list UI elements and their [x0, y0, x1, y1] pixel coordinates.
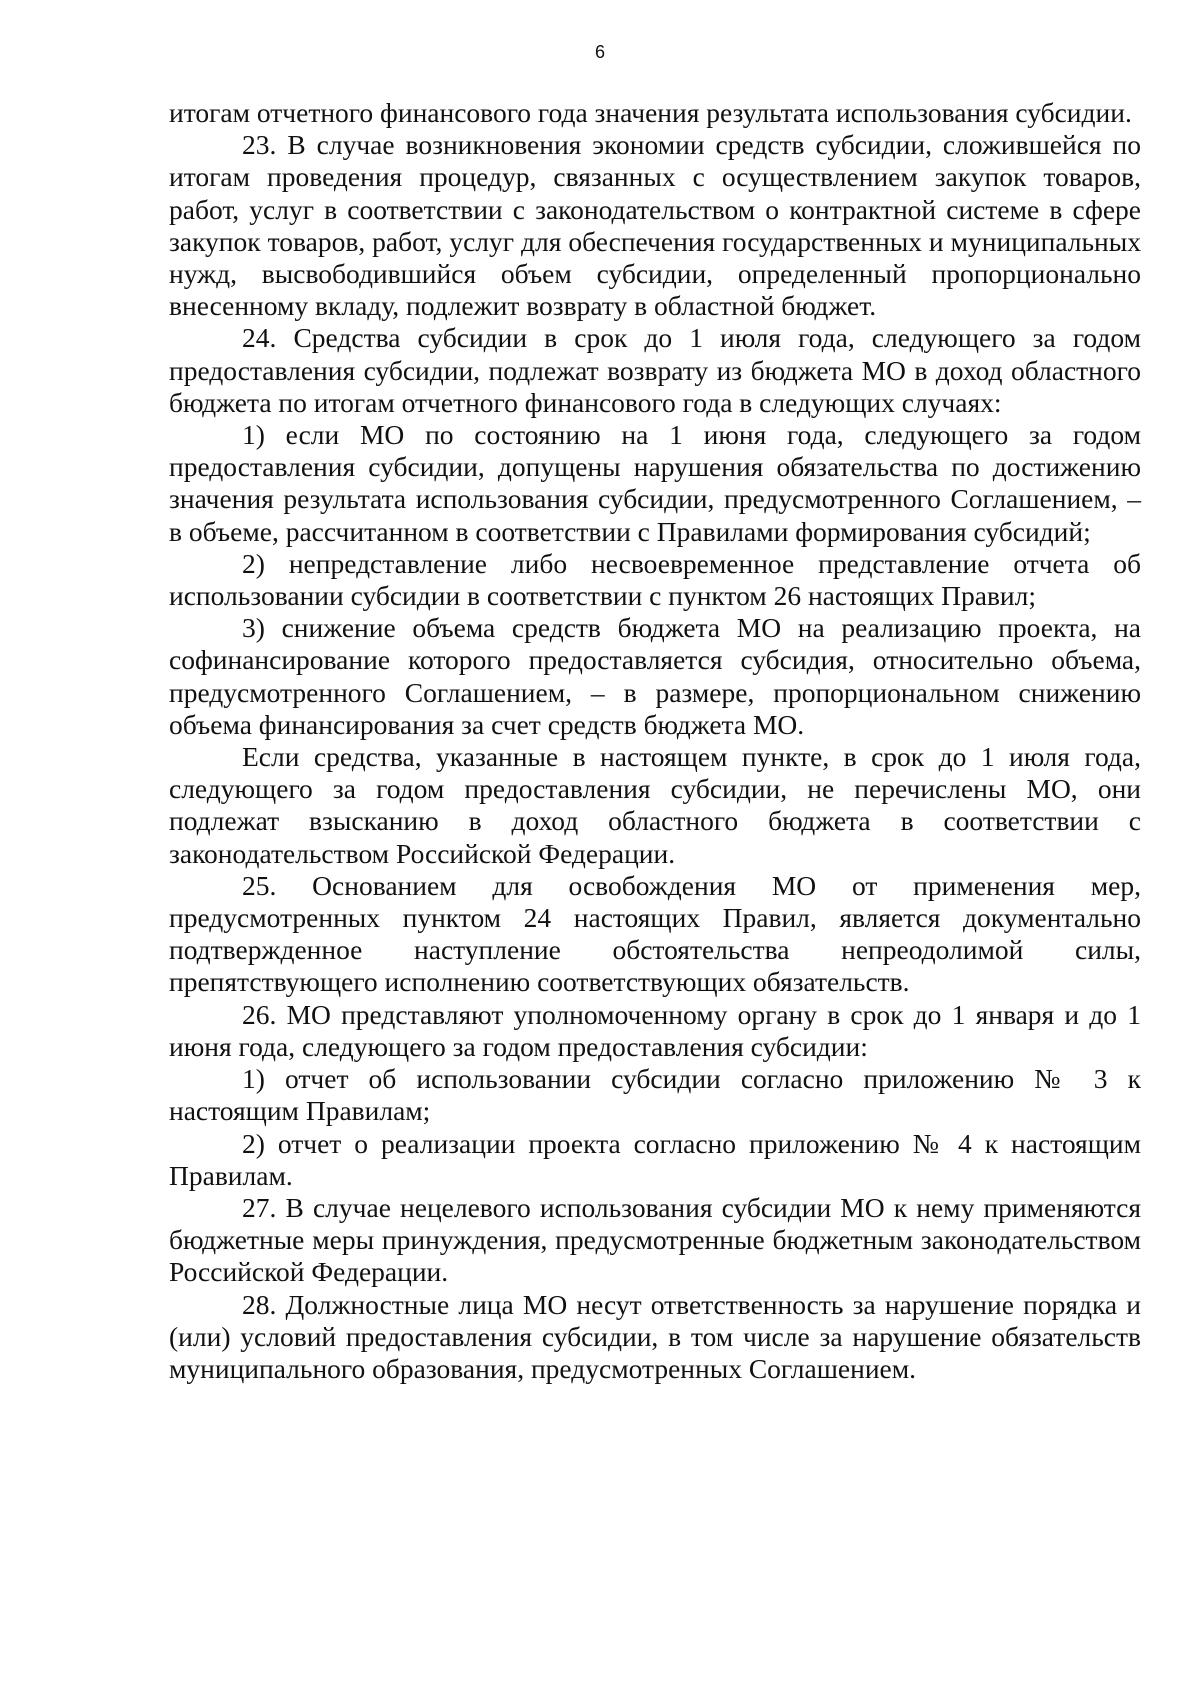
paragraph-24-item-2: 2) непредставление либо несвоевременное представление отчета об использовании субсидии в соответствии с пунктом 26 настоящих Правил; — [169, 547, 1141, 612]
paragraph-27: 27. В случае нецелевого использования субсидии МО к нему применяются бюджетные меры принуждения, предусмотренные бюджетным законодательством Российской Федерации. — [169, 1191, 1141, 1288]
paragraph-26: 26. МО представляют уполномоченному органу в срок до 1 января и до 1 июня года, следующего за годом предоставления субсидии: — [169, 998, 1141, 1062]
paragraph-28: 28. Должностные лица МО несут ответственность за нарушение порядка и (или) условий предоставления субсидии, в том числе за нарушение обязательств муниципального образования, предусмотренных Соглашением. — [169, 1288, 1141, 1384]
document-body — [169, 97, 1141, 1385]
page-number: 6 — [594, 42, 605, 62]
paragraph-25: 25. Основанием для освобождения МО от применения мер, предусмотренных пунктом 24 настоящих Правил, является документально подтвержденное наступление обстоятельства непреодолимой силы, препятствующего исполнению соответствующих обязательств. — [169, 869, 1141, 998]
paragraph-continuation: итогам отчетного финансового года значения результата использования субсидии. — [169, 97, 1132, 128]
paragraph-23: 23. В случае возникновения экономии средств субсидии, сложившейся по итогам проведения процедур, связанных с осуществлением закупок товаров, работ, услуг в соответствии с законодательством о контрактной системе в сфере закупок товаров, работ, услуг для обеспечения государственных и муниципальных нужд, высвободившийся объем субсидии, определенный пропорционально внесенному вкладу, подлежит возврату в областной бюджет. — [169, 129, 1141, 322]
paragraph-24-item-1: 1) если МО по состоянию на 1 июня года, следующего за годом предоставления субсидии, допущены нарушения обязательства по достижению значения результата использования субсидии, предусмотренного Соглашением, – в объеме, рассчитанном в соответствии с Правилами формирования субсидий; — [169, 419, 1141, 547]
paragraph-24-item-3: 3) снижение объема средств бюджета МО на реализацию проекта, на софинансирование которого предоставляется субсидия, относительно объема, предусмотренного Соглашением, – в размере, пропорциональном снижению объема финансирования за счет средств бюджета МО. — [169, 612, 1141, 740]
paragraph-24-recovery: Если средства, указанные в настоящем пункте, в срок до 1 июля года, следующего за годом предоставления субсидии, не перечислены МО, они подлежат взысканию в доход областного бюджета в соответствии с законодательством Российской Федерации. — [169, 741, 1141, 869]
paragraph-26-item-2: 2) отчет о реализации проекта согласно приложению № 4 к настоящим Правилам. — [169, 1127, 1141, 1191]
paragraph-24: 24. Средства субсидии в срок до 1 июля года, следующего за годом предоставления субсидии, подлежат возврату из бюджета МО в доход областного бюджета по итогам отчетного финансового года в следующих случаях: — [169, 322, 1141, 418]
paragraph-26-item-1: 1) отчет об использовании субсидии согласно приложению № 3 к настоящим Правилам; — [169, 1063, 1141, 1127]
